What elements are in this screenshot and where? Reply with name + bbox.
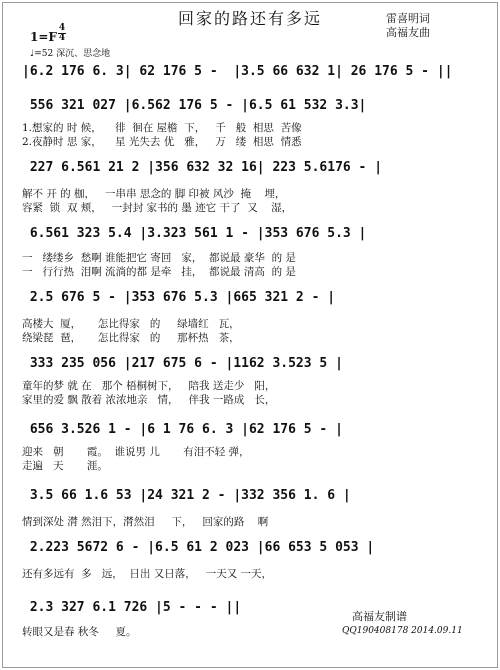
lyric-line: 容紧 锁 双 颊， 一封封 家书的 墨 迹它 干了 又 湿， [22,202,293,214]
maker-contact: QQ190408178 2014.09.11 [342,626,463,636]
score-maker: 高福友制谱 [352,610,407,623]
composer-credit: 高福友曲 [386,26,430,39]
lyric-line: 1.想家的 时 候， 徘 徊在 屋檐 下， 千 般 相思 苦像 [22,122,302,134]
lyric-line: 2.夜静时 思 家， 星 光失去 优 雅， 万 缕 相思 情悉 [22,136,302,148]
lyric-line: 一 行行热 泪啊 流淌的都 是牵 挂， 都说最 清高 的 是 [22,266,296,278]
notation-row: 6.561 323 5.4 |3.323 561 1 - |353 676 5.3 | [22,226,367,241]
meter-top: 4 [58,23,66,33]
lyric-line: 家里的爱 飘 散着 浓浓地亲 情， 伴我 一路成 长， [22,394,276,406]
lyric-line: 高楼大 厦， 怎比得家 的 绿墙红 瓦， [22,318,240,330]
lyric-line: 转眼又是春 秋冬 夏。 [22,626,137,638]
notation-row: 656 3.526 1 - |6 1 76 6. 3 |62 176 5 - | [22,422,343,437]
lyric-line: 还有多远有 多 远， 日出 又日落， 一天又 一天， [22,568,273,580]
notation-row: 2.223 5672 6 - |6.5 61 2 023 |66 653 5 053 | [22,540,375,555]
key-signature: 1=F [30,30,57,44]
notation-row: 556 321 027 |6.562 176 5 - |6.5 61 532 3.3| [22,98,367,113]
notation-row: 2.5 676 5 - |353 676 5.3 |665 321 2 - | [22,290,336,305]
lyricist-credit: 雷喜明词 [386,12,430,25]
lyric-line: 童年的梦 就 在 那个 梧桐树下， 陪我 送走少 阳， [22,380,276,392]
notation-row: 2.3 327 6.1 726 |5 - - - || [22,600,242,615]
song-title: 回家的路还有多远 [177,9,322,28]
lyric-line: 迎来 朝 霞。 谁说男 儿 有泪不轻 弹， [22,446,250,458]
notation-row: |6.2 176 6. 3| 62 176 5 - |3.5 66 632 1| 26 176 5 - || [22,64,453,79]
lyric-line: 一 缕缕乡 愁啊 谁能把它 寄回 家， 都说最 豪华 的 是 [22,252,296,264]
notation-row: 227 6.561 21 2 |356 632 32 16| 223 5.6176 - | [22,160,383,175]
meter-bottom: 4 [58,33,66,43]
notation-row: 3.5 66 1.6 53 |24 321 2 - |332 356 1. 6 | [22,488,351,503]
lyric-line: 绕梁琵 琶， 怎比得家 的 那杯热 茶， [22,332,240,344]
time-signature [58,24,66,43]
tempo-marking: ♩=52 深沉、思念地 [30,49,111,59]
lyric-line: 解不 开 的 枷， 一串串 思念的 脚 印被 风沙 掩 埋， [22,188,286,200]
lyric-line: 走遍 天 涯。 [22,460,108,472]
lyric-line: 情到深处 潸 然泪下，潸然泪 下， 回家的路 啊 [22,516,269,528]
notation-row: 333 235 056 |217 675 6 - |1162 3.523 5 | [22,356,343,371]
